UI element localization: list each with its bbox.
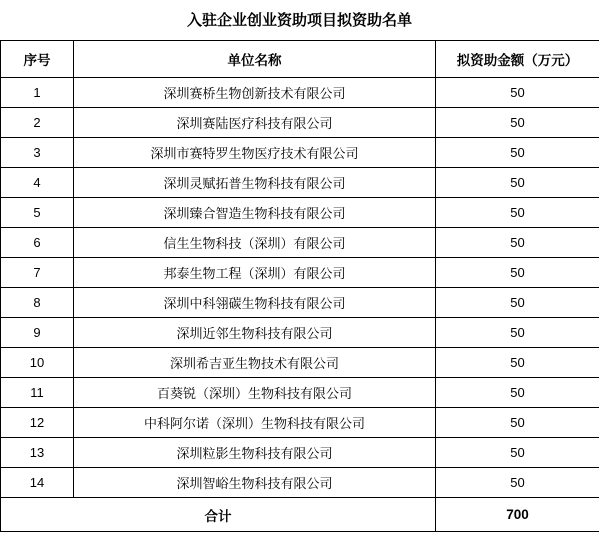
row-index: 10 bbox=[1, 348, 74, 378]
table-row bbox=[1, 348, 599, 378]
row-amount: 50 bbox=[436, 138, 599, 168]
row-amount: 50 bbox=[436, 318, 599, 348]
header-index: 序号 bbox=[1, 41, 74, 78]
table-header-row bbox=[1, 41, 599, 78]
row-index: 13 bbox=[1, 438, 74, 468]
row-index: 4 bbox=[1, 168, 74, 198]
row-company-name: 深圳市赛特罗生物医疗技术有限公司 bbox=[74, 138, 436, 168]
row-amount: 50 bbox=[436, 258, 599, 288]
table-row bbox=[1, 318, 599, 348]
table-row bbox=[1, 438, 599, 468]
row-company-name: 邦泰生物工程（深圳）有限公司 bbox=[74, 258, 436, 288]
row-amount: 50 bbox=[436, 228, 599, 258]
table-row bbox=[1, 378, 599, 408]
row-amount: 50 bbox=[436, 288, 599, 318]
row-index: 8 bbox=[1, 288, 74, 318]
document-title: 入驻企业创业资助项目拟资助名单 bbox=[186, 11, 412, 29]
row-index: 6 bbox=[1, 228, 74, 258]
table-row bbox=[1, 408, 599, 438]
row-amount: 50 bbox=[436, 468, 599, 498]
row-company-name: 深圳近邻生物科技有限公司 bbox=[74, 318, 436, 348]
row-company-name: 百葵锐（深圳）生物科技有限公司 bbox=[74, 378, 436, 408]
table-body bbox=[1, 78, 599, 498]
row-company-name: 信生生物科技（深圳）有限公司 bbox=[74, 228, 436, 258]
row-index: 1 bbox=[1, 78, 74, 108]
total-row bbox=[1, 498, 599, 532]
funding-table bbox=[0, 40, 599, 532]
row-amount: 50 bbox=[436, 408, 599, 438]
header-name: 单位名称 bbox=[74, 41, 436, 78]
row-index: 5 bbox=[1, 198, 74, 228]
row-index: 12 bbox=[1, 408, 74, 438]
table-row bbox=[1, 78, 599, 108]
row-index: 14 bbox=[1, 468, 74, 498]
row-company-name: 中科阿尔诺（深圳）生物科技有限公司 bbox=[74, 408, 436, 438]
total-label: 合计 bbox=[1, 498, 436, 532]
row-index: 9 bbox=[1, 318, 74, 348]
header-amount: 拟资助金额（万元） bbox=[436, 41, 599, 78]
total-amount: 700 bbox=[436, 498, 599, 532]
row-amount: 50 bbox=[436, 168, 599, 198]
row-company-name: 深圳粒影生物科技有限公司 bbox=[74, 438, 436, 468]
row-company-name: 深圳赛桥生物创新技术有限公司 bbox=[74, 78, 436, 108]
row-company-name: 深圳希吉亚生物技术有限公司 bbox=[74, 348, 436, 378]
row-index: 7 bbox=[1, 258, 74, 288]
row-amount: 50 bbox=[436, 378, 599, 408]
row-amount: 50 bbox=[436, 78, 599, 108]
table-row bbox=[1, 258, 599, 288]
table-row bbox=[1, 108, 599, 138]
table-row bbox=[1, 198, 599, 228]
row-company-name: 深圳中科翎碳生物科技有限公司 bbox=[74, 288, 436, 318]
row-company-name: 深圳臻合智造生物科技有限公司 bbox=[74, 198, 436, 228]
table-row bbox=[1, 468, 599, 498]
row-amount: 50 bbox=[436, 108, 599, 138]
row-index: 2 bbox=[1, 108, 74, 138]
row-company-name: 深圳赛陆医疗科技有限公司 bbox=[74, 108, 436, 138]
table-row bbox=[1, 288, 599, 318]
row-company-name: 深圳智峪生物科技有限公司 bbox=[74, 468, 436, 498]
row-amount: 50 bbox=[436, 348, 599, 378]
row-index: 11 bbox=[1, 378, 74, 408]
row-amount: 50 bbox=[436, 438, 599, 468]
table-row bbox=[1, 228, 599, 258]
row-index: 3 bbox=[1, 138, 74, 168]
table-row bbox=[1, 138, 599, 168]
row-company-name: 深圳灵赋拓普生物科技有限公司 bbox=[74, 168, 436, 198]
table-row bbox=[1, 168, 599, 198]
row-amount: 50 bbox=[436, 198, 599, 228]
